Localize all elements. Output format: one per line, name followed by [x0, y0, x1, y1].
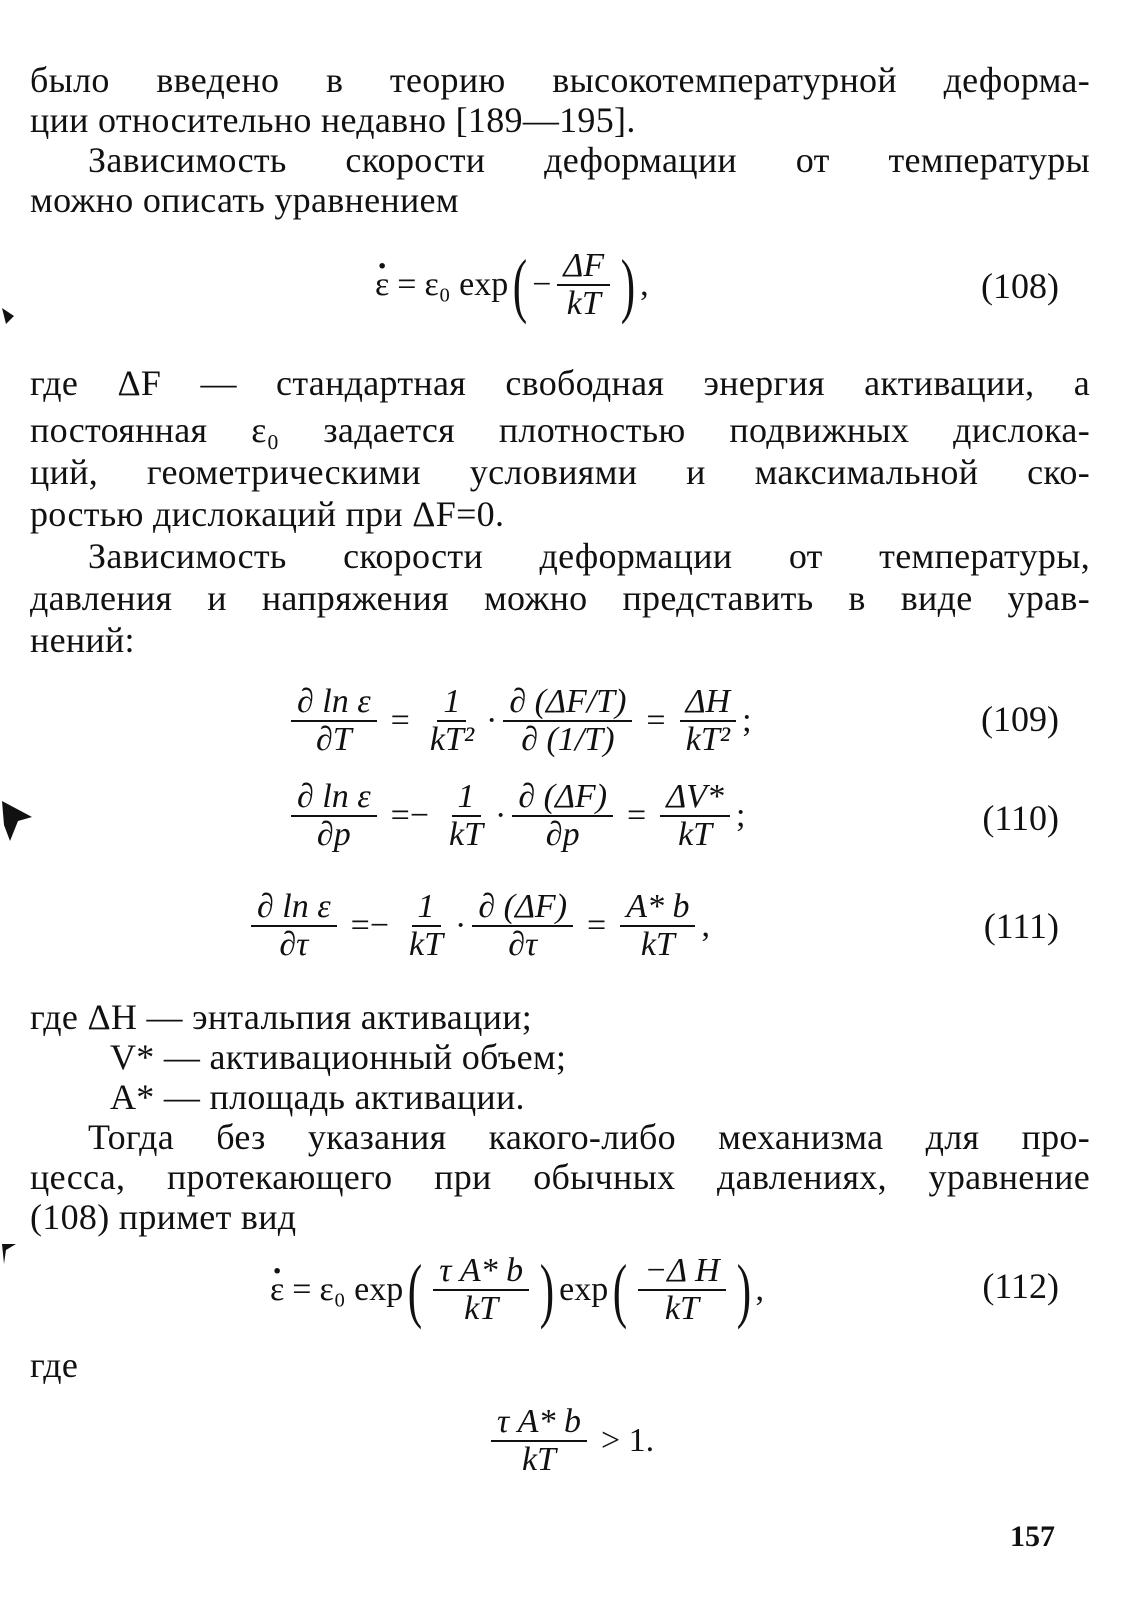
eq109-den2: kT²: [429, 721, 475, 758]
eq109-eq2: =: [646, 702, 666, 739]
eq109-num3: ∂ (ΔF/T): [503, 684, 632, 722]
eq110-eq2: =: [627, 797, 647, 834]
eq111-num3: ∂ (ΔF): [472, 889, 573, 927]
eq109-dot: ·: [486, 702, 498, 739]
eq108-numerator: ΔF: [557, 248, 610, 286]
eq112-equals: =: [292, 1271, 312, 1308]
ineq-numerator: τ A* b: [491, 1404, 587, 1442]
para4-line1: Зависимость скорости деформации от температуры,: [88, 536, 1090, 576]
eq109-den1: ∂T: [315, 721, 352, 758]
para2-line2: можно описать уравнением: [30, 180, 459, 220]
eq109-frac3: [503, 684, 632, 758]
eq110-frac3: [512, 779, 613, 853]
para1-line2: ции относительно недавно [189—195].: [30, 100, 636, 140]
eq112-frac2: [638, 1253, 725, 1327]
equation-110: [285, 775, 745, 857]
scan-mark-1: [0, 300, 20, 330]
ineq-relation: > 1.: [600, 1422, 655, 1459]
eq112-tail: ,: [755, 1271, 765, 1308]
equation-109: [285, 680, 752, 762]
defs-line3: A* — площадь активации.: [110, 1077, 525, 1117]
ineq-denominator: kT: [521, 1441, 556, 1478]
eq111-tail: ,: [701, 907, 710, 944]
eq109-den3: ∂ (1/T): [521, 721, 615, 758]
eq110-den2: kT: [449, 816, 484, 853]
page-number: 157: [1010, 1520, 1055, 1553]
para1-line1: было введено в теорию высокотемпературной деформа-: [30, 60, 1090, 100]
para4-line2: давления и напряжения можно представить в виде урав-: [30, 578, 1090, 618]
eq108-left-paren: (: [513, 245, 528, 325]
eq111-frac1: [251, 889, 337, 963]
eq108-denominator: kT: [566, 285, 601, 322]
eq108-label: (108): [981, 266, 1059, 306]
eq111-frac4: [620, 889, 695, 963]
eq111-eq2: =: [587, 907, 607, 944]
eq110-den4: kT: [678, 816, 713, 853]
eq112-num1: τ A* b: [433, 1253, 529, 1291]
para5-line1: Тогда без указания какого-либо механизма для про-: [88, 1117, 1090, 1157]
eq111-label: (111): [983, 906, 1059, 946]
eq112-exp2: exp: [559, 1271, 609, 1308]
eq112-frac1: [433, 1253, 529, 1327]
eq112-paren1-right: ): [539, 1250, 555, 1330]
scan-mark-2: [0, 795, 36, 845]
eq111-num2: 1: [412, 889, 441, 927]
equation-111: [245, 885, 710, 967]
eq108-lhs: · ε: [375, 265, 389, 305]
para3-line2: постоянная ε₀ задается плотностью подвижных дислока-: [30, 410, 1090, 450]
eq111-den4: kT: [640, 926, 675, 963]
where-word: где: [30, 1345, 79, 1385]
eq109-num2: 1: [437, 684, 466, 722]
para3-line1: где ΔF — стандартная свободная энергия активации, а: [30, 363, 1090, 403]
eq111-dot: ·: [455, 907, 467, 944]
eq110-num2: 1: [452, 779, 481, 817]
para5-line3: (108) примет вид: [30, 1197, 297, 1237]
eq110-num3: ∂ (ΔF): [512, 779, 613, 817]
eq110-num1: ∂ ln ε: [291, 779, 377, 817]
eq108-right-paren: ): [620, 245, 636, 325]
eq108-prefactor: ε₀ exp: [424, 266, 509, 303]
ineq-fraction: [491, 1404, 587, 1478]
eq110-frac4: [660, 779, 730, 853]
eq112-prefactor: ε₀ exp: [319, 1271, 404, 1308]
eq109-den4: kT²: [685, 721, 730, 758]
eq110-num4: ΔV*: [660, 779, 730, 817]
para3-line3: ций, геометрическими условиями и максимальной ско-: [30, 452, 1090, 492]
eq111-den3: ∂τ: [508, 926, 538, 963]
eq112-paren2-right: ): [736, 1250, 751, 1330]
eq110-tail: ;: [735, 797, 746, 834]
eq110-den3: ∂p: [545, 816, 580, 853]
eq109-num4: ΔH: [680, 684, 737, 722]
eq111-den1: ∂τ: [279, 926, 309, 963]
eq108-fraction: [557, 248, 610, 322]
eq112-lhs: · ε: [270, 1270, 284, 1310]
eq110-label: (110): [982, 798, 1059, 838]
eq109-eq1: =: [390, 702, 410, 739]
eq110-den1: ∂p: [316, 816, 351, 853]
eq108-minus: −: [532, 266, 552, 303]
para4-line3: нений:: [30, 620, 135, 660]
defs-line1: где ΔH — энтальпия активации;: [30, 997, 533, 1037]
scan-mark-3: [0, 1240, 18, 1268]
eq111-frac2: [403, 889, 449, 963]
eq109-num1: ∂ ln ε: [291, 684, 377, 722]
eq112-paren2-left: (: [613, 1250, 628, 1330]
eq112-den2: kT: [664, 1290, 699, 1327]
eq110-eq1: =−: [390, 797, 430, 834]
inequality: [485, 1400, 662, 1482]
eq112-paren1-left: (: [408, 1250, 423, 1330]
eq109-frac1: [291, 684, 377, 758]
eq112-label: (112): [982, 1266, 1059, 1306]
eq111-eq1: =−: [350, 907, 390, 944]
defs-line2: V* — активационный объем;: [110, 1037, 567, 1077]
para3-line4: ростью дислокаций при ΔF=0.: [30, 494, 505, 534]
para2-line1: Зависимость скорости деформации от температуры: [88, 140, 1090, 180]
eq109-frac4: [680, 684, 737, 758]
eq111-frac3: [472, 889, 573, 963]
eq111-den2: kT: [409, 926, 444, 963]
eq109-tail: ;: [742, 702, 752, 739]
equation-108: [375, 240, 649, 330]
eq110-dot: ·: [495, 797, 507, 834]
eq112-den1: kT: [464, 1290, 499, 1327]
eq111-num1: ∂ ln ε: [251, 889, 337, 927]
para5-line2: цесса, протекающего при обычных давлениях, уравнение: [30, 1157, 1090, 1197]
eq110-frac1: [291, 779, 377, 853]
eq112-num2: −Δ H: [638, 1253, 725, 1291]
eq111-num4: A* b: [620, 889, 695, 927]
equation-112: [270, 1245, 764, 1335]
eq109-label: (109): [981, 699, 1059, 739]
eq108-equals: =: [397, 266, 417, 303]
eq110-frac2: [443, 779, 489, 853]
eq109-frac2: [424, 684, 480, 758]
eq108-tail: ,: [640, 266, 649, 303]
